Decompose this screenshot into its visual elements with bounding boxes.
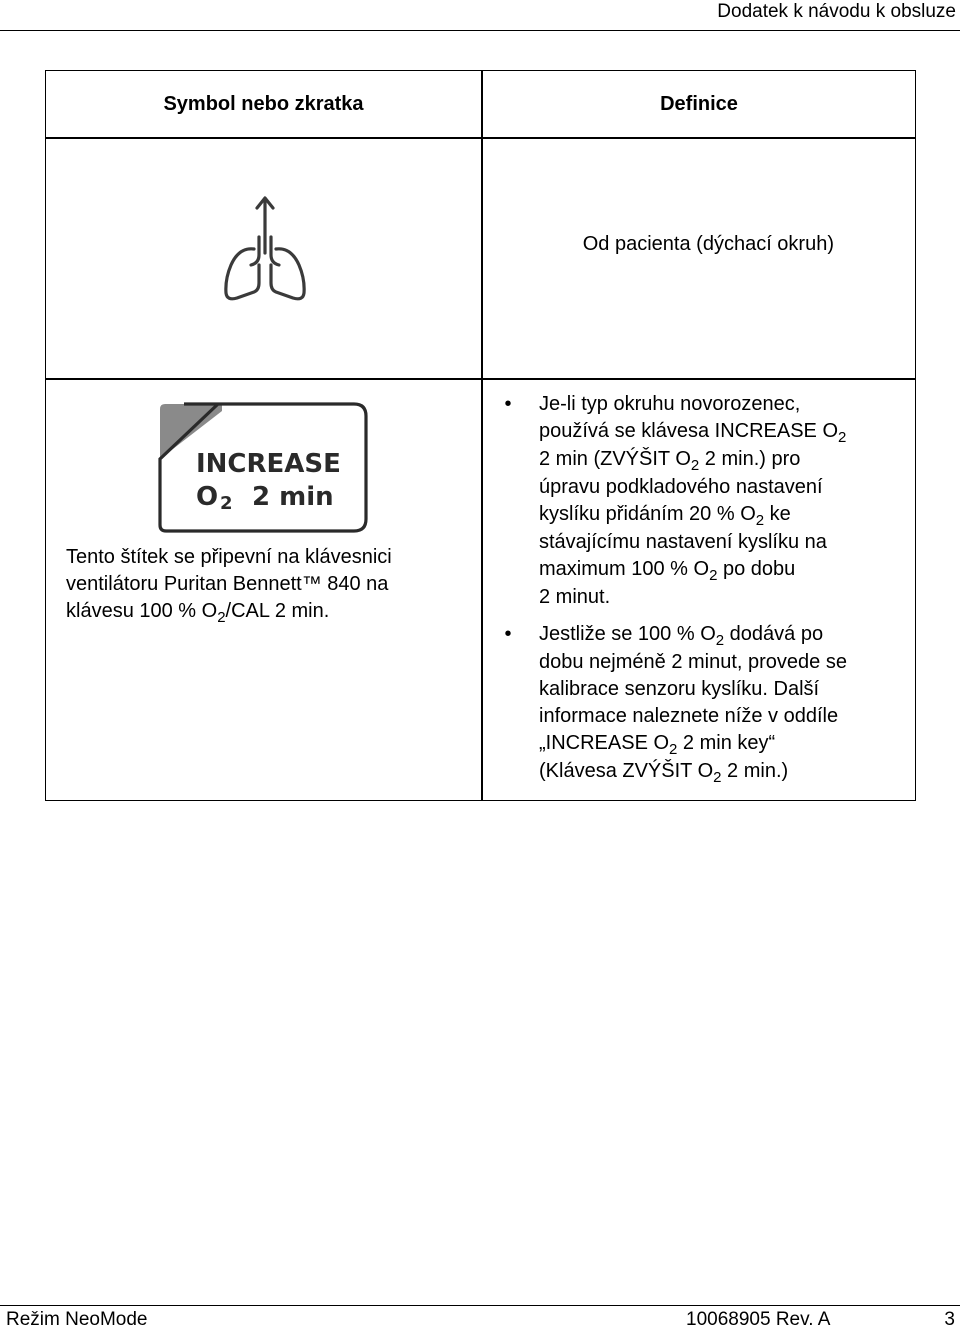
key-label-increase: INCREASE bbox=[196, 449, 341, 479]
header-rule bbox=[0, 30, 960, 31]
key-label-time: 2 min bbox=[252, 482, 334, 512]
symbol-desc-line: ventilátoru Puritan Bennett™ 840 na bbox=[66, 573, 389, 595]
lungs-exhale-icon bbox=[221, 193, 311, 305]
bullet-item: • Je-li typ okruhu novorozenec, používá se klávesa INCREASE $O_2$ 2 min (ZVÝŠIT $O_2$ 2 min.) pro úpravu podkladového nastavení kyslíku přidáním 20 % $O_2$ ke stávajícímu nastavení kyslíku na maximum 100 % $O_2$ po dobu 2 minut. bbox=[504, 393, 847, 608]
row-divider bbox=[46, 378, 915, 380]
footer-mode: Režim NeoMode bbox=[6, 1309, 148, 1330]
footer-rule bbox=[0, 1305, 960, 1306]
footer-page-number: 3 bbox=[944, 1309, 955, 1330]
column-header-definition: Definice bbox=[660, 93, 738, 115]
column-divider bbox=[481, 71, 483, 800]
increase-o2-key-label bbox=[156, 401, 370, 535]
footer-doc-number: 10068905 Rev. A bbox=[686, 1309, 831, 1330]
bullet-icon: • bbox=[504, 393, 512, 415]
definition-from-patient: Od pacienta (dýchací okruh) bbox=[582, 233, 834, 255]
symbol-desc-line: Tento štítek se připevní na klávesnici bbox=[66, 546, 392, 568]
definition-bullets bbox=[503, 391, 939, 796]
symbol-description bbox=[66, 544, 466, 626]
key-label-o: O bbox=[196, 482, 219, 512]
page-header-title: Dodatek k návodu k obsluze bbox=[717, 1, 956, 22]
bullet-item: • Jestliže se 100 % $O_2$ dodává po dobu nejméně 2 minut, provede se kalibrace senzoru kyslíku. Další informace naleznete níže v oddíle „INCREASE $O_2$ 2 min key“ (Klávesa ZVÝŠIT $O_2$ 2 min.) bbox=[504, 623, 847, 786]
symbol-desc-line: klávesu 100 % $O_2$/CAL 2 min. bbox=[66, 600, 330, 626]
definitions-table bbox=[45, 70, 916, 801]
key-label-sub: 2 bbox=[220, 493, 233, 514]
column-header-symbol: Symbol nebo zkratka bbox=[163, 93, 364, 115]
bullet-icon: • bbox=[504, 623, 512, 645]
